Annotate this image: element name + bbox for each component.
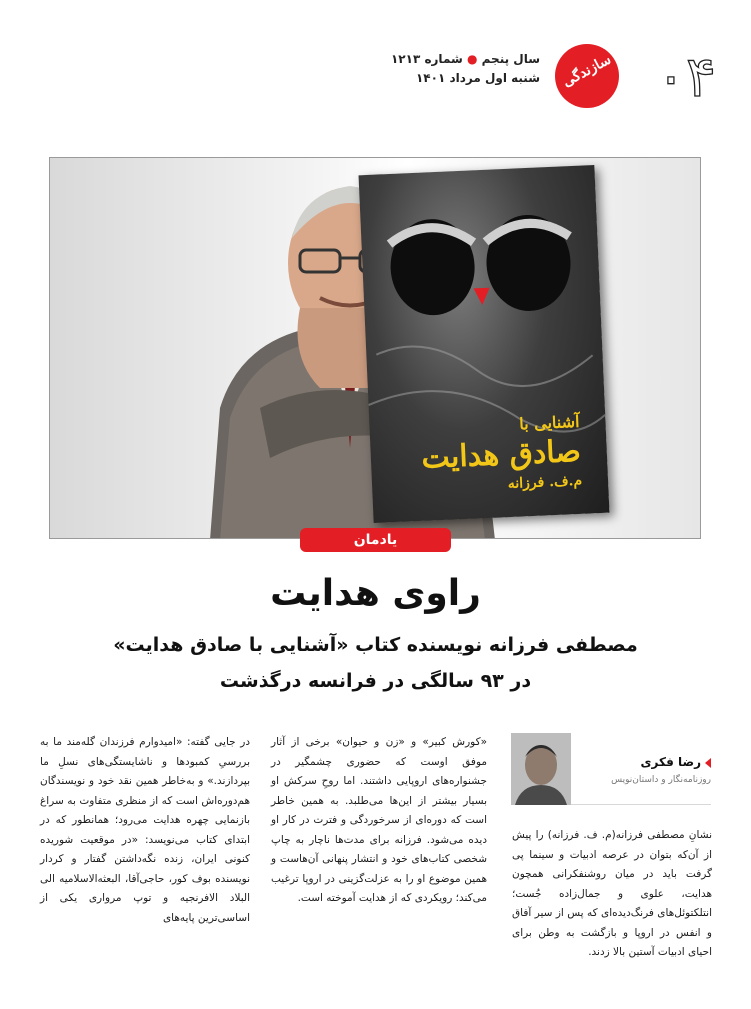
issue-year: سال پنجم <box>481 52 540 66</box>
issue-separator-dot: ● <box>462 52 478 66</box>
book-title-block <box>389 411 582 499</box>
book-title-line1: آشنایی با <box>518 411 580 434</box>
author-name-line <box>581 755 711 769</box>
author-avatar <box>511 733 571 805</box>
author-byline <box>511 733 711 805</box>
issue-date: شنبه اول مرداد ۱۴۰۱ <box>415 71 540 85</box>
issue-info <box>391 50 540 88</box>
article-column-3: در جایی گفته: «امیدوارم فرزندان گله‌مند ما به بررسیِ کمبودها و ناشایستگی‌های نسلِ ما بپردازند.» و به‌خاطر همین نقد خود و نویسندگان هم‌دوره‌اش است که از منظری متفاوت به سراغ بازنمایی چهره هدایت می‌رود؛ همانطور که در ابتدای کتاب می‌نویسد: «در موقعیت شوریده کنونی ایران، زنده نگه‌داشتن گفتار و کردار نویسنده بوف کور، حاجی‌آقا، البعثه‌الاسلامیه الی البلاد الافرنجیه و توپ مرواری یکی از اساسی‌ترین پایه‌های <box>40 736 250 924</box>
page-number-text: ۰۴ <box>655 45 717 110</box>
hero-photo <box>49 157 701 539</box>
page-number <box>636 44 736 110</box>
book-title-line2: صادق هدایت <box>420 433 582 476</box>
article-headline: راوی هدایت <box>270 573 481 614</box>
newspaper-logo <box>555 44 619 108</box>
author-role: روزنامه‌نگار و داستان‌نویس <box>611 775 711 785</box>
logo-text: سازندگی <box>560 51 614 91</box>
article-column-2: «کورش کبیر» و «زن و حیوان» برخی از آثار موفق اوست که حضوری چشمگیر در جشنواره‌های اروپایی داشتند. اما روحِ سرکش او بسیار بیشتر از این‌ها می‌طلبد. به همین خاطر است که دوره‌ای از سرخوردگی و فترت در کار او دیده می‌شود. فرزانه برای مدت‌ها ناچار به چاپ شخصی کتاب‌های خود و انتشار پنهانی آن‌هاست و همین موضوع او را به عزلت‌گزینی در اروپا ترغیب می‌کند؛ رویکردی که از هدایت آموخته است. <box>271 736 487 904</box>
article-column-1: نشانِ مصطفی فرزانه(م. ف. فرزانه) را پیش از آن‌که بتوان در عرصه ادبیات و سینما پی گرفت باید در میان روشنفکرانی همچون هدایت، علوی و جمال‌زاده جُست؛ انتلکتوئل‌های فرنگ‌دیده‌ای که پس از سیر آفاق و انفس در اروپا و بازگشت به وطن برای احیای ادبیات آستین بالا زدند. <box>512 829 712 958</box>
issue-number: شماره ۱۲۱۳ <box>390 52 463 66</box>
issue-line <box>391 50 540 69</box>
section-tag: یادمان <box>300 528 451 552</box>
author-marker-icon <box>705 758 711 768</box>
book-cover <box>359 165 610 523</box>
article-subheadline: مصطفی فرزانه نویسنده کتاب «آشنایی با صادق هدایت» در ۹۳ سالگی در فرانسه درگذشت <box>113 634 638 692</box>
book-author: م.ف. فرزانه <box>507 472 583 493</box>
author-name: رضا فکری <box>640 755 701 769</box>
